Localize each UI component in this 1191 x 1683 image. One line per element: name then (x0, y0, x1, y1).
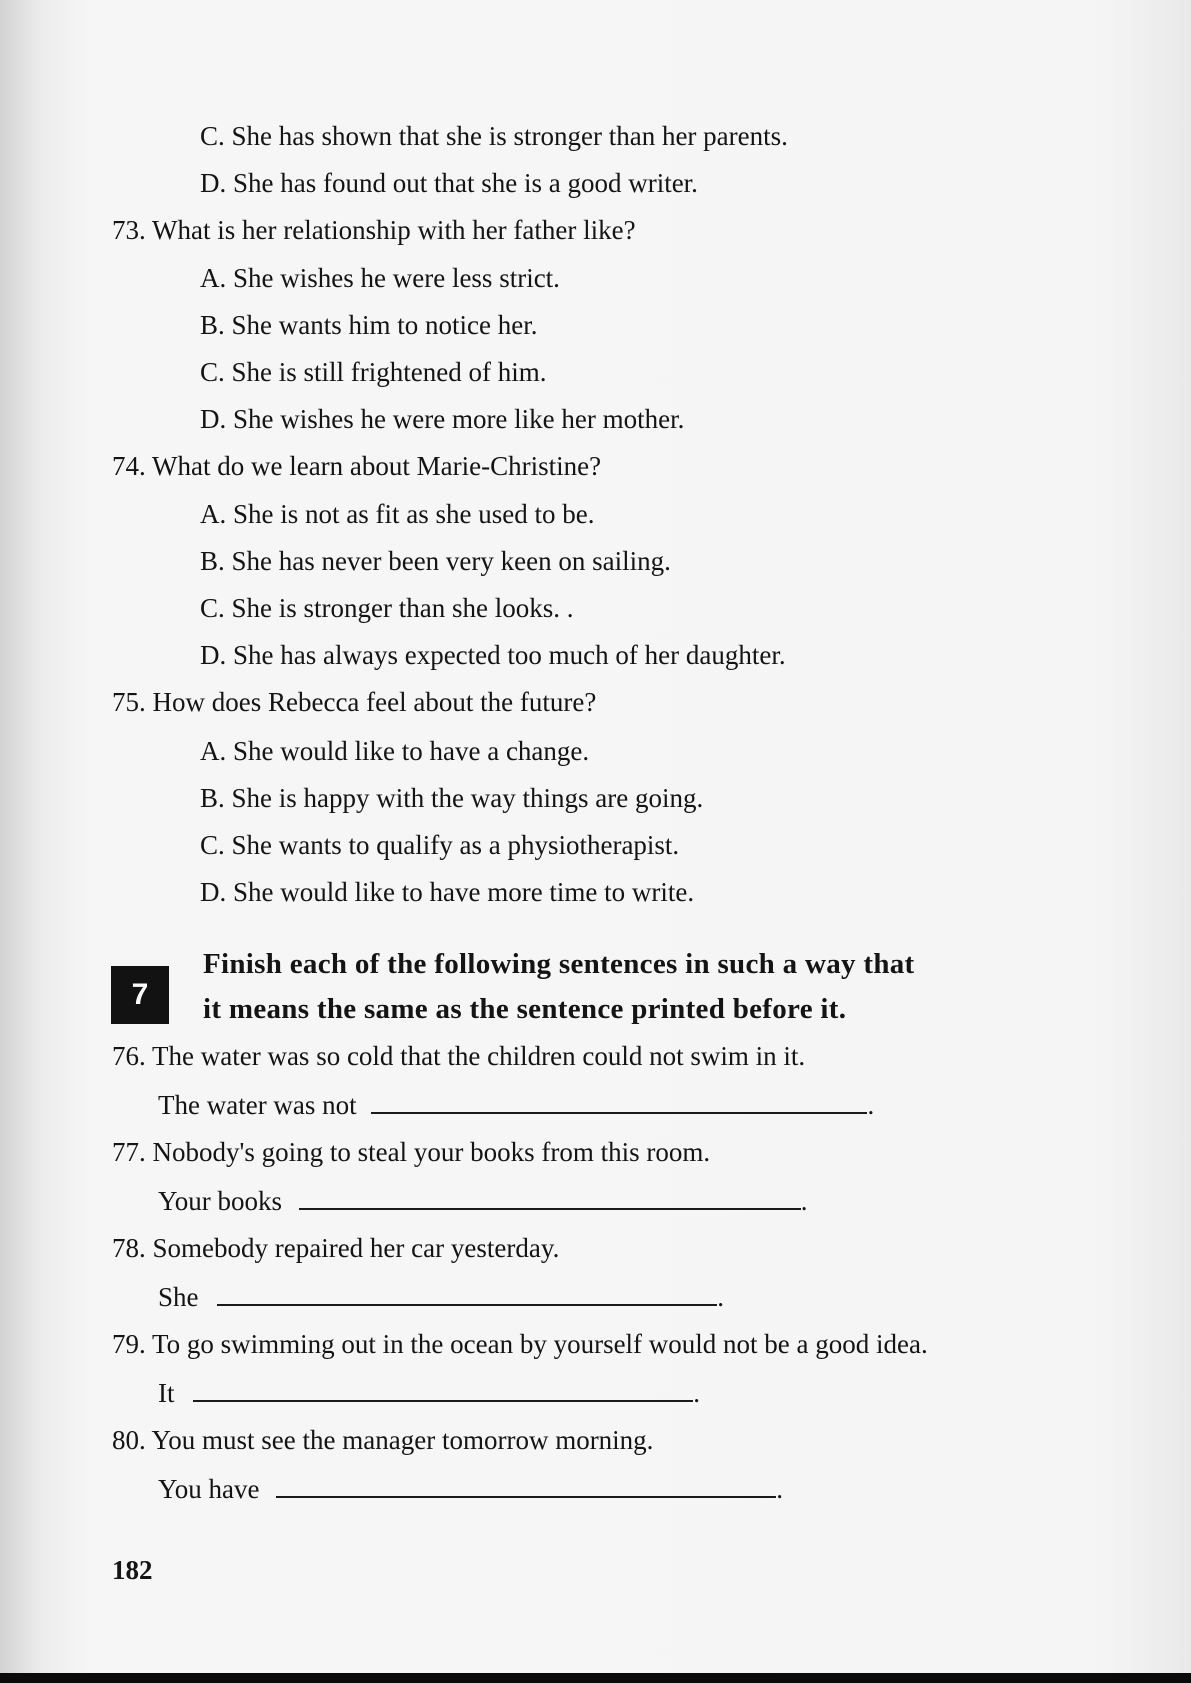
answer-prompt: She (158, 1282, 199, 1312)
end-period: . (800, 1186, 808, 1216)
option-a: A. She is not as fit as she used to be. (200, 499, 595, 529)
answer-prompt: Your books (158, 1186, 283, 1216)
rewrite-77-answer-line (158, 1184, 808, 1217)
rewrite-78-sentence: 78. Somebody repaired her car yesterday. (112, 1233, 560, 1263)
answer-blank[interactable] (276, 1472, 776, 1498)
option-c: C. She is stronger than she looks. . (200, 593, 574, 623)
rewrite-80-sentence: 80. You must see the manager tomorrow morning. (112, 1425, 654, 1455)
end-period: . (717, 1282, 724, 1312)
answer-prompt: The water was not (158, 1090, 357, 1120)
question-74: 74. What do we learn about Marie-Christine? (112, 451, 602, 481)
rewrite-78-answer-line (158, 1280, 724, 1313)
rewrite-76-answer-line (158, 1088, 874, 1121)
option-b: B. She is happy with the way things are going. (200, 783, 704, 813)
question-75: 75. How does Rebecca feel about the future? (112, 687, 597, 717)
rewrite-79-sentence: 79. To go swimming out in the ocean by yourself would not be a good idea. (112, 1329, 928, 1359)
rewrite-77-sentence: 77. Nobody's going to steal your books from this room. (112, 1137, 711, 1167)
option-c: C. She wants to qualify as a physiotherapist. (200, 830, 680, 860)
section-instruction-line-2: it means the same as the sentence printed before it. (203, 993, 847, 1025)
option-a: A. She would like to have a change. (200, 736, 590, 766)
answer-blank[interactable] (371, 1088, 867, 1114)
option-a: A. She wishes he were less strict. (200, 263, 560, 293)
option-b: B. She has never been very keen on sailing. (200, 546, 671, 576)
option-d: D. She has found out that she is a good writer. (200, 168, 698, 198)
answer-prompt: It (158, 1378, 175, 1408)
section-number-badge: 7 (111, 966, 169, 1024)
rewrite-79-answer-line (158, 1376, 700, 1409)
answer-blank[interactable] (217, 1280, 717, 1306)
answer-blank[interactable] (193, 1376, 693, 1402)
option-d: D. She wishes he were more like her mother. (200, 404, 685, 434)
answer-prompt: You have (158, 1474, 260, 1504)
option-c: C. She has shown that she is stronger than her parents. (200, 121, 788, 151)
page-number: 182 (112, 1555, 153, 1585)
question-73: 73. What is her relationship with her father like? (112, 215, 636, 245)
option-b: B. She wants him to notice her. (200, 310, 538, 340)
end-period: . (867, 1090, 875, 1120)
end-period: . (776, 1474, 784, 1504)
end-period: . (693, 1378, 700, 1408)
section-instruction-line-1: Finish each of the following sentences in such a way that (203, 948, 915, 980)
answer-blank[interactable] (299, 1184, 801, 1210)
option-d: D. She has always expected too much of her daughter. (200, 640, 786, 670)
option-d: D. She would like to have more time to write. (200, 877, 695, 907)
scan-edge-border (0, 1673, 1191, 1683)
rewrite-76-sentence: 76. The water was so cold that the children could not swim in it. (112, 1041, 806, 1071)
option-c: C. She is still frightened of him. (200, 357, 547, 387)
rewrite-80-answer-line (158, 1472, 783, 1505)
